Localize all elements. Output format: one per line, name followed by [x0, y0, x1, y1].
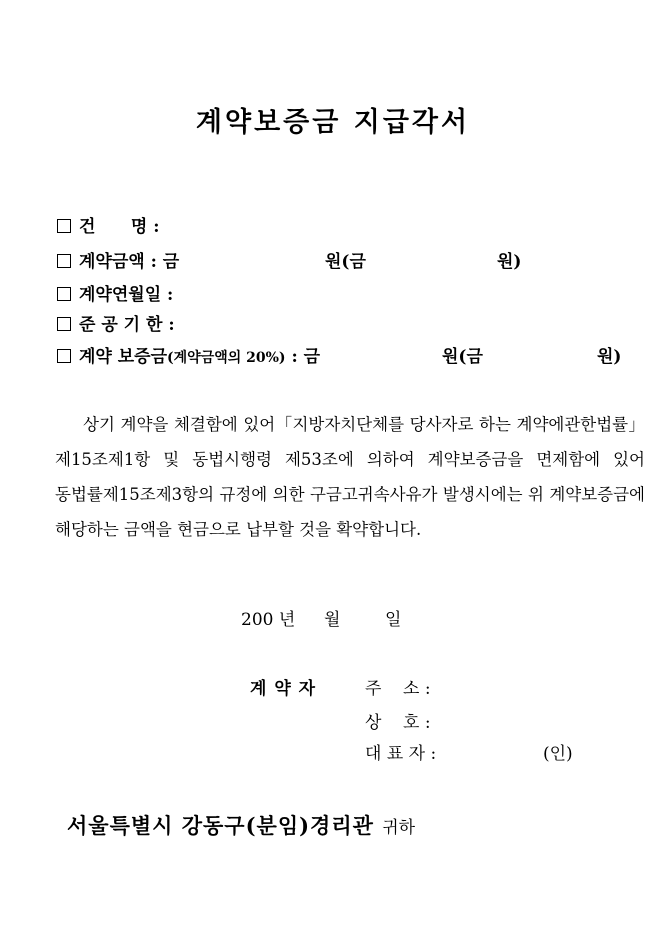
- date-day: 일: [385, 610, 402, 630]
- field-contract-date: [57, 283, 173, 307]
- date-month: 월: [324, 610, 341, 630]
- checkbox-square-icon: [57, 349, 71, 363]
- field-contract-date-label: 계약연월일 :: [79, 285, 174, 305]
- addressee: [67, 810, 415, 840]
- company-label: 상 호 :: [365, 713, 431, 733]
- addressee-suffix: 귀하: [382, 818, 416, 838]
- field-contract-amount: [57, 250, 617, 274]
- pledge-paragraph-text: 상기 계약을 체결함에 있어「지방자치단체를 당사자로 하는 계약에관한법률」제15조제1항 및 동법시행령 제53조에 의하여 계약보증금을 면제함에 있어 동법률제15조제3항의 규정에 의한 구금고귀속사유가 발생시에는 위 계약보증금에 해당하는 금액을 현금으로 납부할 것을 확약합니다.: [55, 415, 645, 539]
- field-contract-name: [57, 215, 160, 239]
- field-contract-amount-label: 계약금액 : 금: [79, 252, 180, 272]
- contractor-label: 계 약 자: [250, 679, 317, 699]
- field-completion-deadline-label: 준 공 기 한 :: [79, 315, 175, 335]
- checkbox-square-icon: [57, 254, 71, 268]
- representative-label: 대 표 자 :: [365, 744, 437, 764]
- address-label: 주 소 :: [365, 679, 431, 699]
- field-contract-deposit-won: 원(금: [442, 347, 483, 367]
- addressee-name: 서울특별시 강동구(분임)경리관: [67, 813, 374, 838]
- checkbox-square-icon: [57, 287, 71, 301]
- date-year: 200 년: [241, 610, 296, 630]
- seal-mark: (인): [543, 744, 573, 764]
- checkbox-square-icon: [57, 219, 71, 233]
- pledge-paragraph: [55, 407, 645, 547]
- checkbox-square-icon: [57, 317, 71, 331]
- field-contract-deposit: [57, 345, 647, 369]
- field-contract-amount-won-close: 원): [497, 252, 522, 272]
- field-completion-deadline: [57, 313, 175, 337]
- field-contract-deposit-suffix: : 금: [285, 347, 321, 367]
- field-contract-deposit-label: 계약 보증금: [79, 347, 168, 367]
- field-contract-deposit-note: (계약금액의 20%): [167, 350, 286, 366]
- field-contract-amount-won: 원(금: [325, 252, 366, 272]
- field-contract-deposit-won-close: 원): [597, 347, 622, 367]
- document-title: 계약보증금 지급각서: [195, 107, 471, 138]
- field-contract-name-label: 건 명 :: [79, 217, 160, 237]
